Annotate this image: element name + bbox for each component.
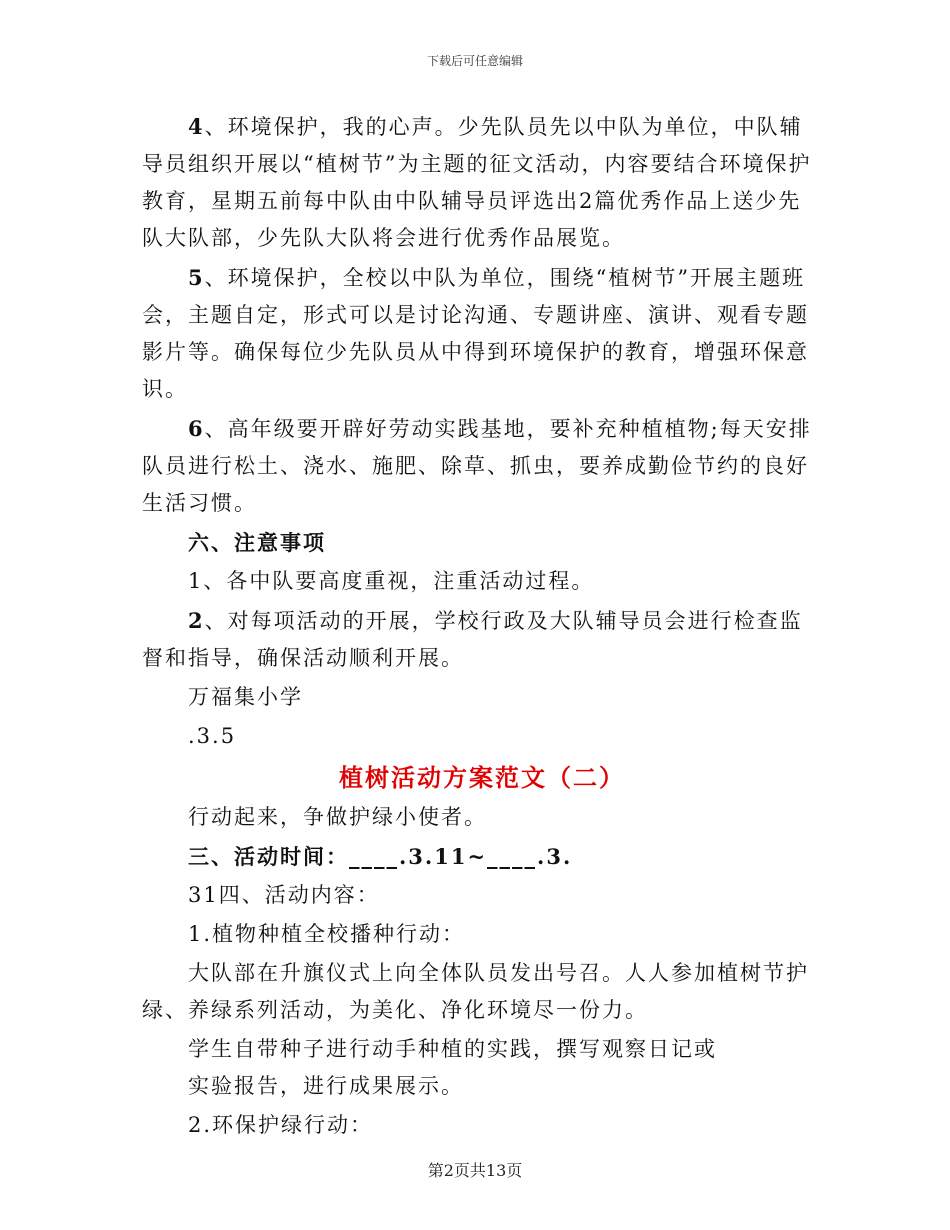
school-name: 万福集小学 bbox=[188, 685, 303, 709]
item-6-number: 6 bbox=[188, 416, 205, 441]
section-6-heading: 六、注意事项 bbox=[188, 530, 326, 555]
item-6-text: 、高年级要开辟好劳动实践基地，要补充种植植物;每天安排队员进行松土、浇水、施肥、除草、抓虫，要养成勤俭节约的良好生活习惯。 bbox=[142, 417, 812, 515]
note-2-paragraph bbox=[142, 602, 822, 677]
sub-1-text-2a: 学生自带种子进行动手种植的实践，撰写观察日记或 bbox=[188, 1037, 717, 1061]
sub-2-heading: 2.环保护绿行动： bbox=[188, 1113, 374, 1137]
item-4-text: 、环境保护，我的心声。少先队员先以中队为单位，中队辅导员组织开展以“植树节”为主题的征文活动，内容要结合环境保护教育，星期五前每中队由中队辅导员评选出2篇优秀作品上送少先队大队部，少先队大队将会进行优秀作品展览。 bbox=[142, 115, 812, 250]
sub-1-text: 大队部在升旗仪式上向全体队员发出号召。人人参加植树节护绿、养绿系列活动，为美化、净化环境尽一份力。 bbox=[142, 961, 809, 1022]
document-body bbox=[142, 108, 822, 1144]
section-3-heading: 三、活动时间：____.3.11~____.3. bbox=[188, 844, 573, 869]
page-header: 下载后可任意编辑 bbox=[426, 54, 523, 68]
note-1: 1、各中队要高度重视，注重活动过程。 bbox=[188, 569, 595, 593]
item-5-number: 5 bbox=[188, 265, 205, 290]
section-title: 植树活动方案范文（二） bbox=[339, 763, 625, 792]
sub-1-text-2b: 实验报告，进行成果展示。 bbox=[188, 1074, 464, 1098]
note-2-text: 、对每项活动的开展，学校行政及大队辅导员会进行检查监督和指导，确保活动顺利开展。 bbox=[142, 609, 803, 670]
slogan: 行动起来，争做护绿小使者。 bbox=[188, 805, 487, 829]
item-5-paragraph bbox=[142, 259, 822, 408]
item-4-paragraph bbox=[142, 108, 822, 257]
sub-1-heading: 1.植物种植全校播种行动： bbox=[188, 922, 466, 946]
page-footer: 第2页共13页 bbox=[427, 1161, 523, 1180]
item-5-text: 、环境保护，全校以中队为单位，围绕“植树节”开展主题班会，主题自定，形式可以是讨论沟通、专题讲座、演讲、观看专题影片等。确保每位少先队员从中得到环境保护的教育，增强环保意识。 bbox=[142, 266, 809, 401]
document-date: .3.5 bbox=[188, 724, 237, 748]
item-6-paragraph bbox=[142, 410, 822, 522]
section-4-line: 31四、活动内容： bbox=[188, 883, 380, 907]
item-4-number: 4 bbox=[188, 114, 205, 139]
note-2-number: 2 bbox=[188, 608, 205, 633]
